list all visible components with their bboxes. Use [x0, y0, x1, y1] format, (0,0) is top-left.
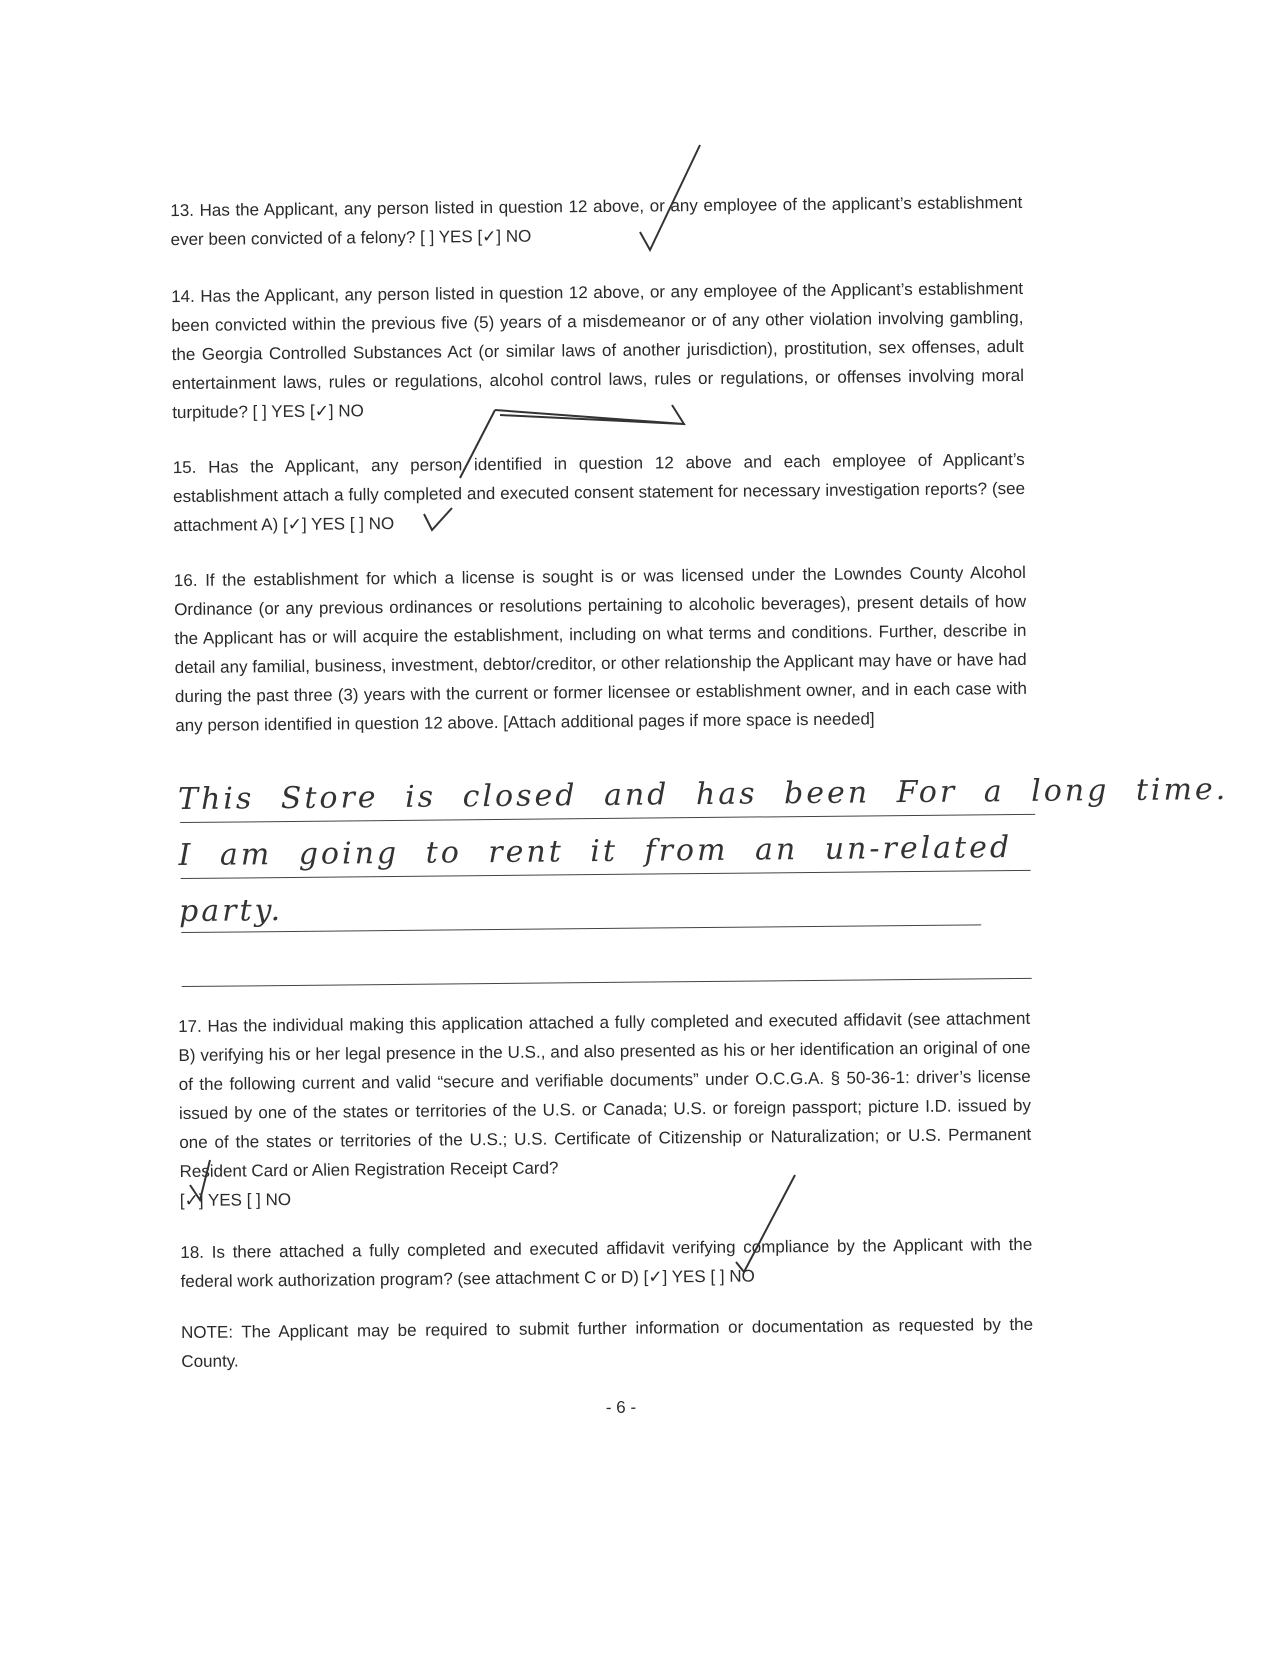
checkmark-icon [495, 405, 684, 424]
checkmark-icon [736, 1175, 795, 1272]
question-15: 15. Has the Applicant, any person identified in question 12 above and each employee of Applicant’s establishment attach a fully completed and executed consent statement for necessary investigation reports? (see attachment A) [✓] YES [ ] NO [172, 449, 1026, 536]
question-13: 13. Has the Applicant, any person listed in question 12 above, or any employee of the applicant’s establishment ever been convicted of a felony? [ ] YES [✓] NO [170, 192, 1023, 250]
question-17-options: [✓] YES [ ] NO [179, 1189, 292, 1211]
handwritten-line-1: This Store is closed and has been For a long time. [177, 771, 1229, 818]
checkmark-icon [424, 410, 495, 530]
question-14: 14. Has the Applicant, any person listed in question 12 above, or any employee of the Applicant’s establishment been convicted within the previous five (5) years of a misdemeanor or of any other violation involving gambling, the Georgia Controlled Substances Act (or similar laws of another jurisdiction), prostitution, sex offenses, adult entertainment laws, rules or regulations, alcohol control laws, rules or regulations, or offenses involving moral turpitude? [ ] YES [✓] NO [171, 278, 1025, 423]
checkmark-icon [640, 145, 700, 250]
question-16: 16. If the establishment for which a license is sought is or was licensed under the Lowndes County Alcohol Ordinance (or any previous ordinances or resolutions pertaining to alcoholic beverages), present details of how the Applicant has or will acquire the establishment, including on what terms and conditions. Further, describe in detail any familial, business, investment, debtor/creditor, or other relationship the Applicant may have or have had during the past three (3) years with the current or former licensee or establishment owner, and in each case with any person identified in question 12 above. [Attach additional pages if more space is needed] [173, 562, 1028, 736]
question-17: 17. Has the individual making this application attached a fully completed and executed affidavit (see attachment B) verifying his or her legal presence in the U.S., and also presented as his or her identification an original of one of the following current and valid “secure and verifiable documents” under O.C.G.A. § 50-36-1: driver’s license issued by one of the states or territories of the U.S. or Canada; U.S. or foreign passport; picture I.D. issued by one of the states or territories of the U.S.; U.S. Certificate of Citizenship or Naturalization; or U.S. Permanent Resident Card or Alien Registration Receipt Card? [178, 1008, 1032, 1182]
handwritten-line-3: party. [178, 893, 284, 930]
checkmark-icon [190, 1160, 210, 1200]
handwritten-line-2: I am going to rent it from an un-related [178, 830, 1013, 874]
question-18: 18. Is there attached a fully completed and executed affidavit verifying compliance by the Applicant with the federal work authorization program? (see attachment C or D) [✓] YES [ ] NO [180, 1234, 1033, 1292]
page-number: - 6 - [605, 1397, 637, 1417]
note: NOTE: The Applicant may be required to submit further information or documentation as requested by the County. [181, 1314, 1034, 1372]
